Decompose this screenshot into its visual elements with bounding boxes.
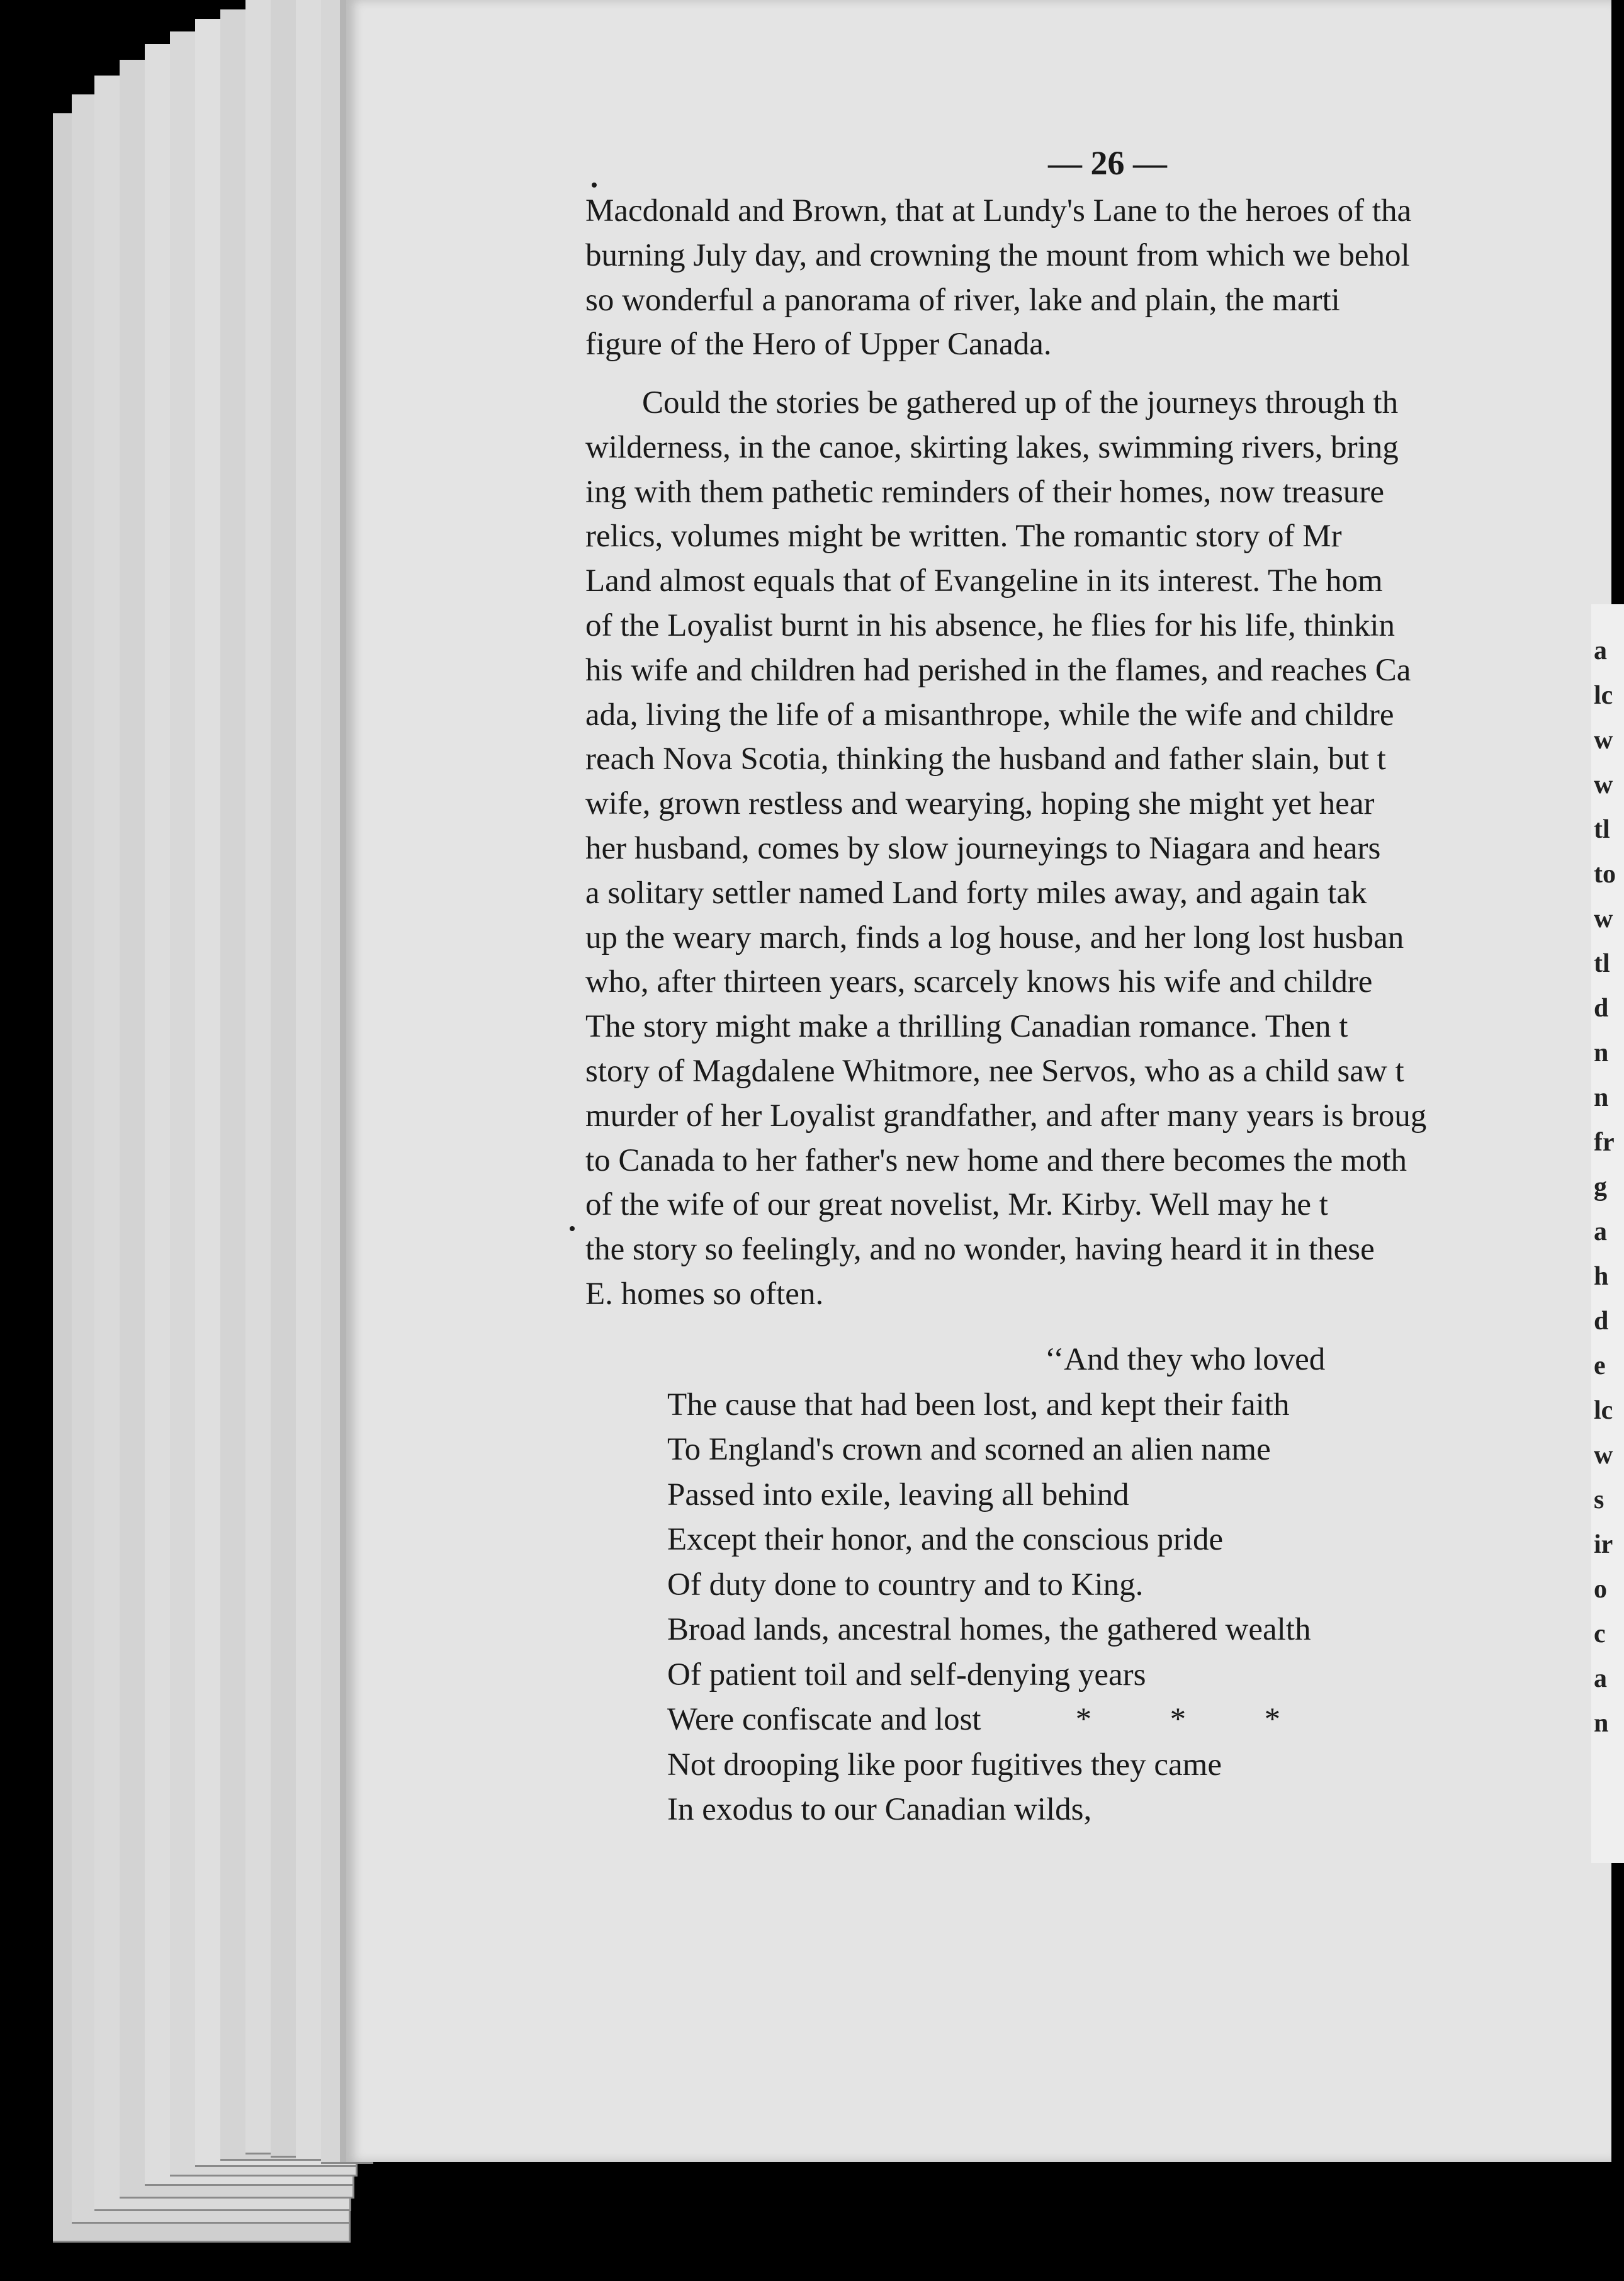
- poem-line-text: The cause that had been lost, and kept their faith: [667, 1387, 1290, 1422]
- text-line: his wife and children had perished in the flames, and reaches Ca: [585, 652, 1411, 688]
- poem-line: [667, 1788, 1586, 1833]
- next-page-fragment: s: [1594, 1485, 1604, 1514]
- text-line: ada, living the life of a misanthrope, while the wife and childre: [585, 697, 1394, 733]
- poem-line-text: Of patient toil and self-denying years: [667, 1657, 1146, 1692]
- poem-line: [667, 1518, 1586, 1563]
- poem-line: [667, 1743, 1586, 1788]
- next-page-fragment: fr: [1594, 1128, 1615, 1157]
- next-page-fragment: lc: [1594, 681, 1613, 710]
- text-line: figure of the Hero of Upper Canada.: [585, 327, 1052, 363]
- paragraph-continued: [585, 189, 1605, 367]
- poem-line: [667, 1608, 1586, 1653]
- next-page-edge: [1591, 604, 1624, 1863]
- poem-line-text: Not drooping like poor fugitives they came: [667, 1747, 1222, 1783]
- text-line: burning July day, and crowning the mount from which we behol: [585, 237, 1410, 273]
- next-page-fragment: w: [1594, 904, 1613, 933]
- poem-line-text: Passed into exile, leaving all behind: [667, 1477, 1129, 1512]
- next-page-fragment: d: [1594, 994, 1609, 1023]
- poem-line: [667, 1698, 1586, 1743]
- poem-line: [667, 1473, 1586, 1518]
- poem-line: [667, 1383, 1586, 1428]
- next-page-fragment: to: [1594, 860, 1616, 889]
- star-mark: *: [1075, 1702, 1092, 1737]
- text-line: wife, grown restless and wearying, hoping she might yet hear: [585, 786, 1375, 822]
- poem-line-text: Of duty done to country and to King.: [667, 1567, 1144, 1602]
- next-page-fragment: lc: [1594, 1396, 1613, 1425]
- next-page-fragment: w: [1594, 1441, 1613, 1470]
- next-page-fragment: c: [1594, 1619, 1606, 1648]
- text-line: a solitary settler named Land forty miles away, and again tak: [585, 875, 1367, 911]
- star-mark: *: [1264, 1702, 1281, 1737]
- text-line: so wonderful a panorama of river, lake and plain, the marti: [585, 282, 1340, 318]
- next-page-fragment: a: [1594, 1664, 1607, 1693]
- stray-mark: [592, 183, 597, 188]
- text-line: up the weary march, finds a log house, and her long lost husban: [585, 920, 1404, 955]
- poem-line: [667, 1563, 1586, 1608]
- poem-line-text: Broad lands, ancestral homes, the gathered wealth: [667, 1612, 1311, 1647]
- stray-mark: [570, 1226, 575, 1231]
- next-page-fragment: d: [1594, 1307, 1609, 1336]
- next-page-fragment: h: [1594, 1262, 1609, 1291]
- text-line: relics, volumes might be written. The romantic story of Mr: [585, 519, 1342, 555]
- next-page-fragment: ir: [1594, 1530, 1613, 1559]
- page-number: — 26 —: [1048, 144, 1167, 182]
- text-line: Land almost equals that of Evangeline in its interest. The hom: [585, 563, 1383, 599]
- text-line: of the Loyalist burnt in his absence, he flies for his life, thinkin: [585, 607, 1396, 643]
- text-line: Could the stories be gathered up of the journeys through th: [642, 385, 1399, 420]
- text-line: wilderness, in the canoe, skirting lakes, swimming rivers, bring: [585, 429, 1399, 465]
- paragraph-loyalist-stories: [585, 381, 1605, 1317]
- text-line: who, after thirteen years, scarcely knows his wife and childre: [585, 964, 1373, 1000]
- poem-line-text: ‘‘And they who loved: [1045, 1342, 1326, 1377]
- poem-line-text: To England's crown and scorned an alien name: [667, 1432, 1271, 1467]
- next-page-fragment: a: [1594, 636, 1607, 665]
- text-line: E. homes so often.: [585, 1276, 824, 1312]
- poem-line: [667, 1338, 1586, 1383]
- text-line: ing with them pathetic reminders of their homes, now treasure: [585, 474, 1384, 510]
- poem-line-text: In exodus to our Canadian wilds,: [667, 1792, 1092, 1827]
- text-line: murder of her Loyalist grandfather, and after many years is broug: [585, 1098, 1427, 1134]
- next-page-fragment: g: [1594, 1173, 1607, 1202]
- star-mark: *: [1170, 1702, 1187, 1737]
- next-page-fragment: tl: [1594, 815, 1610, 844]
- next-page-fragment: w: [1594, 726, 1613, 755]
- next-page-fragment: o: [1594, 1575, 1607, 1604]
- text-line: reach Nova Scotia, thinking the husband and father slain, but t: [585, 741, 1386, 777]
- next-page-fragment: n: [1594, 1083, 1609, 1112]
- text-line: Macdonald and Brown, that at Lundy's Lane to the heroes of tha: [585, 193, 1412, 228]
- page-edge-stack: [44, 0, 384, 2281]
- next-page-fragment: n: [1594, 1709, 1609, 1738]
- next-page-fragment: tl: [1594, 949, 1610, 978]
- next-page-fragment: e: [1594, 1351, 1606, 1380]
- poem-quotation: [667, 1338, 1586, 1833]
- ellipsis-stars: [1076, 1698, 1359, 1743]
- poem-line-text: Were confiscate and lost: [667, 1702, 981, 1737]
- text-line: the story so feelingly, and no wonder, having heard it in these: [585, 1232, 1375, 1268]
- text-line: her husband, comes by slow journeyings to Niagara and hears: [585, 830, 1381, 866]
- poem-line-text: Except their honor, and the conscious pride: [667, 1522, 1224, 1557]
- next-page-fragment: a: [1594, 1217, 1607, 1246]
- text-line: of the wife of our great novelist, Mr. Kirby. Well may he t: [585, 1187, 1328, 1223]
- text-line: to Canada to her father's new home and there becomes the moth: [585, 1142, 1407, 1178]
- poem-line: [667, 1428, 1586, 1473]
- next-page-fragment: n: [1594, 1039, 1609, 1067]
- text-line: story of Magdalene Whitmore, nee Servos, who as a child saw t: [585, 1053, 1404, 1089]
- poem-line: [667, 1653, 1586, 1698]
- text-line: The story might make a thrilling Canadian romance. Then t: [585, 1009, 1348, 1045]
- next-page-fragment: w: [1594, 770, 1613, 799]
